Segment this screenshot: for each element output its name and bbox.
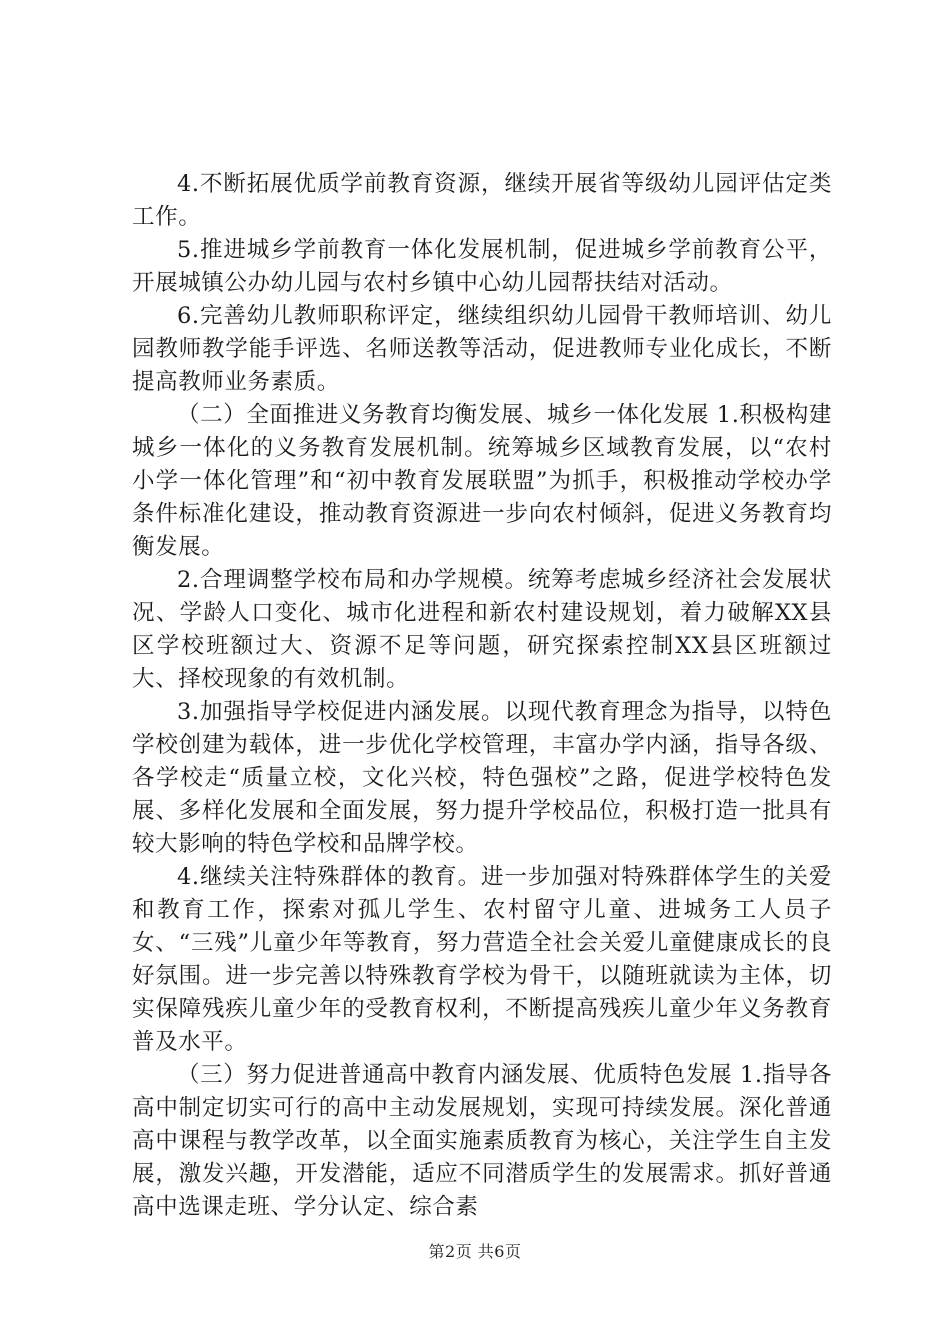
paragraph-high-school: （三）努力促进普通高中教育内涵发展、优质特色发展 1.指导各高中制定切实可行的高中主动发展规划，实现可持续发展。深化普通高中课程与教学改革，以全面实施素质教育为核心，关注学生自主发展，激发兴趣，开发潜能，适应不同潜质学生的发展需求。抓好普通高中选课走班、学分认定、综合素 — [132, 1062, 832, 1220]
paragraph-school-development: 3.加强指导学校促进内涵发展。以现代教育理念为指导，以特色学校创建为载体，进一步优化学校管理，丰富办学内涵，指导各级、各学校走“质量立校，文化兴校，特色强校”之路，促进学校特色发展、多样化发展和全面发展，努力提升学校品位，积极打造一批具有较大影响的特色学校和品牌学校。 — [132, 699, 832, 857]
page-number-footer: 第2页 共6页 — [428, 1242, 522, 1261]
document-body — [132, 168, 832, 1224]
paragraph-special-groups: 4.继续关注特殊群体的教育。进一步加强对特殊群体学生的关爱和教育工作，探索对孤儿学生、农村留守儿童、进城务工人员子女、“三残”儿童少年等教育，努力营造全社会关爱儿童健康成长的良好氛围。进一步完善以特殊教育学校为骨干，以随班就读为主体，切实保障残疾儿童少年的受教育权利，不断提高残疾儿童少年义务教育普及水平。 — [132, 864, 832, 1055]
paragraph-compulsory-education: （二）全面推进义务教育均衡发展、城乡一体化发展 1.积极构建城乡一体化的义务教育发展机制。统筹城乡区域教育发展，以“农村小学一体化管理”和“初中教育发展联盟”为抓手，积极推动学校办学条件标准化建设，推动教育资源进一步向农村倾斜，促进义务教育均衡发展。 — [132, 402, 832, 560]
paragraph-preschool-resources: 4.不断拓展优质学前教育资源，继续开展省等级幼儿园评估定类工作。 — [132, 171, 832, 230]
paragraph-school-layout: 2.合理调整学校布局和办学规模。统筹考虑城乡经济社会发展状况、学龄人口变化、城市化进程和新农村建设规划，着力破解XX县区学校班额过大、资源不足等问题，研究探索控制XX县区班额过大、择校现象的有效机制。 — [132, 567, 832, 692]
paragraph-preschool-integration: 5.推进城乡学前教育一体化发展机制，促进城乡学前教育公平，开展城镇公办幼儿园与农村乡镇中心幼儿园帮扶结对活动。 — [132, 237, 832, 296]
paragraph-preschool-teachers: 6.完善幼儿教师职称评定，继续组织幼儿园骨干教师培训、幼儿园教师教学能手评选、名师送教等活动，促进教师专业化成长，不断提高教师业务素质。 — [132, 303, 832, 395]
